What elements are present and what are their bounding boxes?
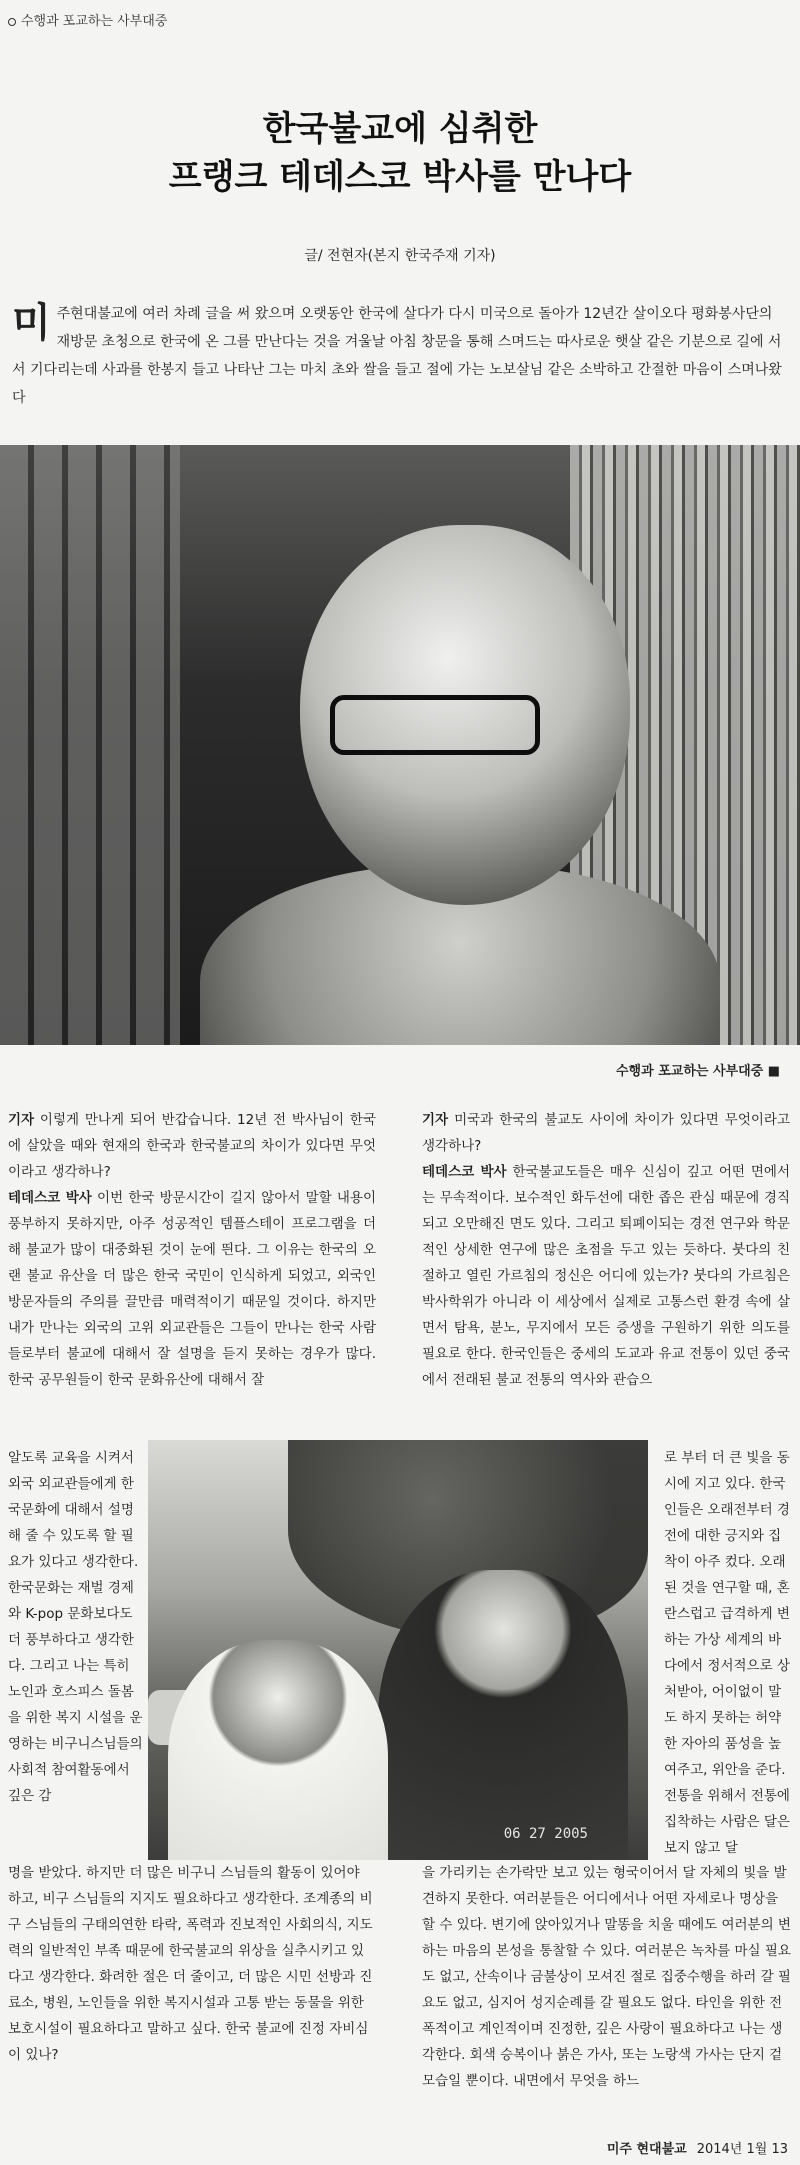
photo-man-left [168,1640,388,1860]
right-wrap-text: 로 부터 더 큰 빛을 동시에 지고 있다. 한국인들은 오래전부터 경전에 대한 긍지와 집착이 아주 컸다. 오래된 것을 연구할 때, 혼란스럽고 급격하게 변하는 가상 세계의 바다에서 정서적으로 상처받아, 어이없이 말도 하지 못하는 허약한 자아의 품성을 높여주고, 위안을 준다. 전통을 위해서 전통에 집착하는 사람은 달은 보지 않고 달 [664,1450,790,1856]
paragraph-text: 한국불교도들은 매우 신심이 깊고 어떤 면에서는 무속적이다. 보수적인 화두선에 대한 좁은 관심 때문에 경직되고 오만해진 면도 있다. 그리고 퇴폐이되는 경전 연구와 학문적인 상세한 연구에 많은 초점을 두고 있는 듯하다. 붓다의 친절하고 열린 가르침의 정신은 어디에 있는가? 붓다의 가르침은 박사학위가 아니라 이 세상에서 실제로 고통스런 환경 속에 살면서 탐욕, 분노, 무지에서 모든 증생을 구원하기 위한 의도를 필요로 한다. 한국인들은 중세의 도교과 유교 전통이 있던 중국에서 전래된 불교 전통의 역사와 관습으 [422,1164,790,1388]
byline: 글/ 전현자(본지 한국주재 기자) [304,248,496,264]
paragraph-text: 이번 한국 방문시간이 길지 않아서 말할 내용이 풍부하지 못하지만, 아주 성공적인 템플스테이 프로그램을 더해 불교가 많이 대중화된 것이 눈에 띈다. 그 이유는 한국의 오랜 불교 유산을 더 많은 한국 국민이 인식하게 되었고, 외국인 방문자들의 주의를 끌만큼 매력적이기 때문일 것이다. 하지만 내가 만나는 외국의 고위 외교관들은 그들이 만나는 한국 사람들로부터 불교에 대해서 잘 설명을 듣지 못하는 경우가 많다. 한국 공무원들이 한국 문화유산에 대해서 잘 [8,1190,376,1388]
photo-date-stamp: 06 27 2005 [503,1826,588,1842]
lede-text: 주현대불교에 여러 차례 글을 써 왔으며 오랫동안 한국에 살다가 다시 미국으로 돌아가 12년간 살이오다 평화봉사단의 재방문 초청으로 한국에 온 그를 만난다는 것을 겨울날 아침 창문을 통해 스며드는 따사로운 햇살 같은 기분으로 길에 서서 기다리는데 사과를 한봉지 들고 나타난 그는 마치 초와 쌀을 들고 절에 가는 노보살님 같은 소박하고 간절한 마음이 스며나왔다 [12,306,782,406]
speaker-label: 기자 [8,1112,35,1128]
lede-paragraph [12,300,788,412]
article-title [0,105,800,201]
photo-window [0,445,180,1045]
left-bottom-text: 명을 받았다. 하지만 더 많은 비구니 스님들의 활동이 있어야 하고, 비구 스님들의 지지도 필요하다고 생각한다. 조계종의 비구 스님들의 구태의연한 타락, 폭력과 진보적인 사회의식, 지도력의 일반적인 부족 때문에 한국불교의 위상을 실추시키고 있다고 생각한다. 화려한 절은 더 줄이고, 더 많은 시민 선방과 진료소, 병원, 노인들을 위한 복지시설과 고통 받는 동물을 위한 보호시설이 필요하다고 말하고 싶다. 한국 불교에 진정 자비심이 있나? [8,1865,373,2063]
section-tag [8,10,167,29]
left-wrap-text: 알도록 교육을 시켜서 외국 외교관들에게 한국문화에 대해서 설명해 줄 수 있도록 할 필요가 있다고 생각한다. 한국문화는 재벌 경제와 K-pop 문화보다도 더 풍부하다고 생각한다. 그리고 나는 특히 노인과 호스피스 돌봄을 위한 복지 시설을 운영하는 비구니스님들의 사회적 참여활동에서 깊은 감 [8,1450,143,1804]
portrait-photo [0,445,800,1045]
left-qa-2 [8,1185,376,1393]
speaker-label: 테데스코 박사 [8,1190,92,1206]
circle-marker-icon [8,18,16,26]
photo-caption: 수행과 포교하는 사부대중 ■ [616,1064,780,1079]
title-line-1: 한국불교에 심취한 [262,109,538,149]
left-qa-1 [8,1107,376,1185]
paragraph-text: 이렇게 만나게 되어 반갑습니다. 12년 전 박사님이 한국에 살았을 때와 현재의 한국과 한국불교의 차이가 있다면 무엇이라고 생각하나? [8,1112,376,1180]
two-men-photo [148,1440,648,1860]
right-qa-1 [422,1107,790,1159]
section-tag-label: 수행과 포교하는 사부대중 [21,14,168,29]
paragraph-text: 미국과 한국의 불교도 사이에 차이가 있다면 무엇이라고 생각하나? [422,1112,790,1154]
page-footer [607,2138,788,2157]
left-column [8,1107,376,1393]
right-column [422,1107,790,1393]
right-qa-2 [422,1159,790,1393]
issue-info: 2014년 1월 13 [696,2142,788,2157]
magazine-name: 미주 현대불교 [606,2142,687,2157]
title-line-2: 프랭크 테데스코 박사를 만나다 [168,157,632,197]
speaker-label: 기자 [422,1112,449,1128]
photo-subject-glasses [330,695,540,755]
speaker-label: 테데스코 박사 [422,1164,507,1180]
photo-man-right [378,1570,628,1860]
drop-cap: 미 [12,300,51,346]
right-bottom-text: 을 가리키는 손가락만 보고 있는 형국이어서 달 자체의 빛을 발견하지 못한다. 여러분들은 어디에서나 어떤 자세로나 명상을 할 수 있다. 변기에 앉아있거나 말똥을 치울 때에도 여러분의 변하는 마음의 본성을 통찰할 수 있다. 여러분은 녹차를 마실 필요도 없고, 산속이나 금불상이 모셔진 절로 집중수행을 하러 갈 필요도 없고, 심지어 성지순례를 갈 필요도 없다. 타인을 위한 전폭적이고 계인적이며 진정한, 깊은 사랑이 필요하다고 나는 생각한다. 회색 승복이나 붉은 가사, 또는 노랑색 가사는 단지 겉 모습일 뿐이다. 내면에서 무엇을 하느 [422,1865,791,2089]
